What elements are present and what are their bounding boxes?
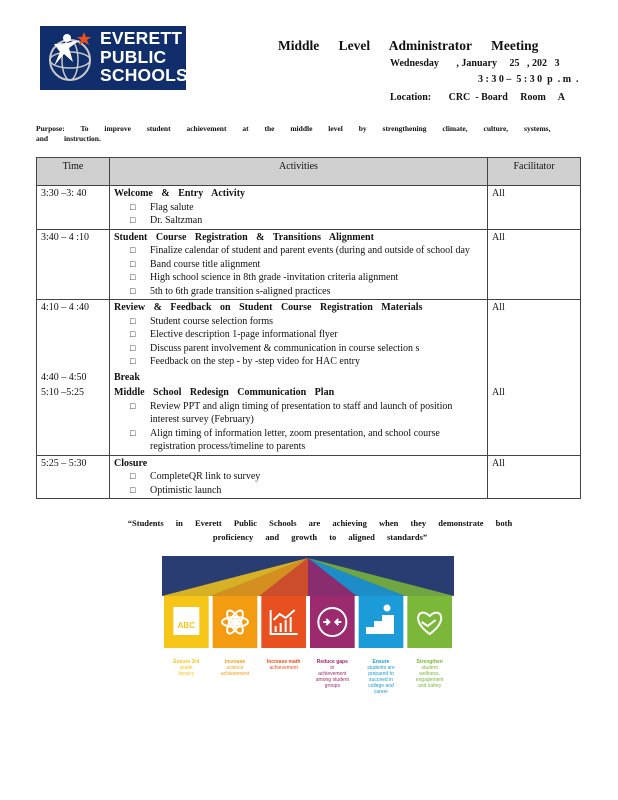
goal-label xyxy=(267,659,301,671)
agenda-time: 4:10 – 4 :40 xyxy=(37,300,110,370)
activity-item xyxy=(130,342,484,356)
agenda-time: 5:10 –5:25 xyxy=(37,385,110,455)
activity-title: Review & Feedback on Student Course Registration Materials xyxy=(114,302,423,313)
bullet-icon: □ xyxy=(130,285,136,296)
activity-item-text: Student course selection forms xyxy=(150,315,274,327)
mission-quote xyxy=(60,516,580,544)
goal-label-strong: Reduce gaps xyxy=(316,659,348,665)
agenda-time: 3:40 – 4 :10 xyxy=(37,229,110,300)
goal-pillar xyxy=(310,596,355,689)
goal-label-text: career xyxy=(373,689,389,695)
agenda-activity xyxy=(110,186,488,230)
activity-items xyxy=(114,400,484,454)
goal-pillar xyxy=(407,596,452,689)
goal-label-text: engagement xyxy=(415,677,444,683)
bullet-icon: □ xyxy=(130,245,136,255)
goal-label-text: wellness, xyxy=(419,671,440,677)
bullet-icon: □ xyxy=(130,427,136,438)
agenda-facilitator: All xyxy=(488,300,581,370)
activity-item-text: Align timing of information letter, zoom presentation, and school course registration process/timeline to parents xyxy=(150,427,440,452)
agenda-facilitator: All xyxy=(488,229,581,300)
goal-label-text: and safety xyxy=(418,683,442,689)
banner-graphic xyxy=(162,556,454,714)
activity-title: Welcome & Entry Activity xyxy=(114,188,246,199)
goal-pillar xyxy=(213,596,258,677)
activity-item-text: 5th to 6th grade transition s-aligned practices xyxy=(150,285,331,297)
activity-item xyxy=(130,271,484,285)
activity-item-text: Dr. Saltzman xyxy=(150,215,203,226)
goal-label-text: college and xyxy=(368,683,394,689)
meeting-time: 3 : 3 0 – 5 : 3 0 p . m . xyxy=(478,74,579,85)
goal-pillar xyxy=(359,596,404,695)
activity-items xyxy=(114,470,484,497)
agenda-facilitator: All xyxy=(488,186,581,230)
agenda-row xyxy=(37,300,581,370)
goal-label-text: in xyxy=(330,665,335,671)
logo-line-2: PUBLIC xyxy=(100,46,167,67)
agenda-time: 3:30 –3: 40 xyxy=(37,186,110,230)
activity-title: Student Course Registration & Transitions Alignment xyxy=(114,231,374,243)
goal-pillar xyxy=(164,596,209,677)
activity-item xyxy=(130,214,484,228)
goal-label-text: science xyxy=(226,665,244,671)
bullet-icon: □ xyxy=(130,215,136,225)
meeting-title: Middle Level Administrator Meeting xyxy=(278,38,539,53)
quote-line-2: proficiency and growth to aligned standards” xyxy=(212,532,428,542)
agenda-activity xyxy=(110,455,488,499)
goal-label-text: groups xyxy=(324,683,340,689)
activity-item-text: CompleteQR link to survey xyxy=(150,471,261,482)
agenda-row xyxy=(37,385,581,455)
goal-label xyxy=(221,659,250,677)
quote-line-1: “Students in Everett Public Schools are achieving when they demonstrate both xyxy=(127,518,513,528)
bullet-icon: □ xyxy=(130,471,136,481)
agenda-activity xyxy=(110,385,488,455)
agenda-row xyxy=(37,186,581,230)
activity-item-text: Discuss parent involvement & communication in course selection s xyxy=(150,342,420,354)
activity-item xyxy=(130,328,484,342)
strategic-goals-banner xyxy=(162,556,454,714)
activity-item-text: Band course title alignment xyxy=(150,258,261,270)
agenda-facilitator xyxy=(488,370,581,386)
goal-label-text: achievement xyxy=(318,671,347,677)
agenda-time: 4:40 – 4:50 xyxy=(37,370,110,386)
bullet-icon: □ xyxy=(130,329,136,339)
district-logo xyxy=(40,26,186,90)
goal-label-text: achievement xyxy=(269,665,298,671)
activity-item-text: Review PPT and align timing of presentation to staff and launch of position interest survey (February) xyxy=(150,400,453,425)
agenda-facilitator: All xyxy=(488,385,581,455)
activity-item xyxy=(130,201,484,215)
activity-item xyxy=(130,470,484,484)
bullet-icon: □ xyxy=(130,315,136,326)
goal-label-strong: Strengthen xyxy=(416,659,443,665)
activity-title: Middle School Redesign Communication Plan xyxy=(114,387,335,398)
agenda-activity xyxy=(110,370,488,386)
activity-item-text: Elective description 1-page informational flyer xyxy=(150,329,338,340)
header-facilitator: Facilitator xyxy=(488,158,581,186)
activity-item xyxy=(130,427,484,454)
agenda-activity xyxy=(110,229,488,300)
agenda-facilitator: All xyxy=(488,455,581,499)
goal-label-strong: Increase xyxy=(224,659,246,665)
activity-item xyxy=(130,484,484,498)
activity-item xyxy=(130,285,484,299)
goal-label-text: prepared to xyxy=(368,671,394,677)
activity-item-text: Finalize calendar of student and parent events (during and outside of school day xyxy=(150,245,470,256)
goal-label-text: literacy xyxy=(178,671,195,677)
activity-item xyxy=(130,355,484,369)
goal-pillar xyxy=(261,596,306,671)
agenda-table xyxy=(36,157,581,499)
activity-items xyxy=(114,201,484,228)
goal-label-strong: Ensure 3rd xyxy=(173,659,200,665)
abc-label: ABC xyxy=(177,621,196,630)
bullet-icon: □ xyxy=(130,342,136,353)
bullet-icon: □ xyxy=(130,258,136,269)
activity-title: Closure xyxy=(114,457,148,469)
goal-label-text: grade xyxy=(179,665,193,671)
activity-item-text: Optimistic launch xyxy=(150,484,222,496)
activity-item xyxy=(130,244,484,258)
meeting-date: Wednesday , January 25 , 202 3 xyxy=(390,58,560,69)
goal-label xyxy=(367,659,395,695)
activity-item xyxy=(130,400,484,427)
activity-title: Break xyxy=(114,371,140,383)
activity-item-text: High school science in 8th grade -invitation criteria alignment xyxy=(150,272,399,283)
goal-label-text: among student xyxy=(315,677,349,683)
bullet-icon: □ xyxy=(130,400,136,411)
bullet-icon: □ xyxy=(130,484,136,495)
activity-item-text: Feedback on the step - by -step video for HAC entry xyxy=(150,356,360,367)
goal-label-strong: Ensure xyxy=(372,659,390,665)
agenda-activity xyxy=(110,300,488,370)
goal-label-strong: Increase math xyxy=(266,659,301,665)
activity-item xyxy=(130,258,484,272)
abc-book-icon xyxy=(174,608,198,634)
agenda-row xyxy=(37,229,581,300)
goal-label xyxy=(173,659,199,677)
goal-label-text: achievement xyxy=(220,671,250,677)
agenda-row xyxy=(37,455,581,499)
activity-items xyxy=(114,315,484,369)
bullet-icon: □ xyxy=(130,356,136,366)
goal-label xyxy=(316,659,350,689)
header-time: Time xyxy=(37,158,110,186)
agenda-time: 5:25 – 5:30 xyxy=(37,455,110,499)
purpose-statement: Purpose: To improve student achievement at the middle level by strengthening climate, culture, systems, and instruction. xyxy=(36,124,551,143)
banner-roof xyxy=(162,556,454,596)
logo-line-1: EVERETT xyxy=(100,28,183,48)
meeting-location: Location: CRC - Board Room A xyxy=(390,92,565,103)
goal-label-text: students are xyxy=(367,665,395,671)
agenda-header-row xyxy=(37,158,581,186)
bullet-icon: □ xyxy=(130,201,136,212)
activity-item-text: Flag salute xyxy=(150,201,194,213)
goal-label-text: student xyxy=(421,665,438,671)
agenda-row xyxy=(37,370,581,386)
globe-figure-icon xyxy=(40,26,100,90)
agenda-body xyxy=(37,186,581,499)
bullet-icon: □ xyxy=(130,272,136,282)
goal-label-text: succeed in xyxy=(369,677,393,683)
activity-items xyxy=(114,244,484,298)
header-activities: Activities xyxy=(110,158,488,186)
logo-line-3: SCHOOLS xyxy=(100,65,188,85)
goal-label xyxy=(416,659,444,689)
activity-item xyxy=(130,315,484,329)
